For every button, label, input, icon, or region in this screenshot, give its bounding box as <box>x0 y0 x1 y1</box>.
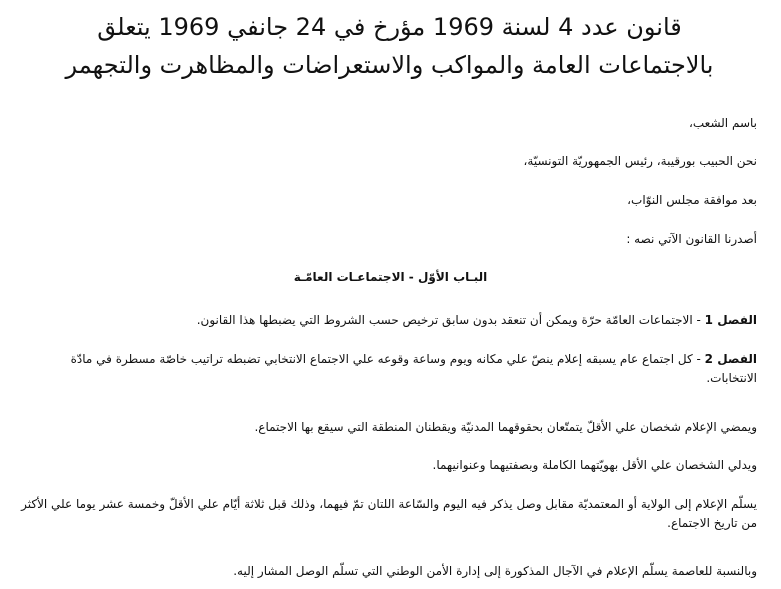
preamble-issued: أصدرنا القانون الآتي نصه : <box>626 232 757 246</box>
paragraph-notification: ويمضي الإعلام شخصان علي الأقلّ يتمتّعان بحقوقهما المدنيّة ويقطنان المنطقة التي سيقع بها الاجتماع. <box>254 420 757 434</box>
article-2-label: الفصل 2 <box>704 352 757 366</box>
chapter-heading: البـاب الأوّل - الاجتماعـات العامّـة <box>293 270 488 284</box>
paragraph-identity: ويدلي الشخصان علي الأقل بهويّتهما الكاملة وبصفتيهما وعنوانيهما. <box>432 458 757 472</box>
title-line-2: بالاجتماعات العامة والمواكب والاستعراضات والمظاهرت والتجهمر <box>65 51 714 79</box>
document-title <box>20 8 759 84</box>
article-1-label: الفصل 1 <box>704 313 757 327</box>
article-1 <box>197 311 757 330</box>
article-2-text: - كل اجتماع عام يسبقه إعلام ينصّ علي مكانه ويوم وساعة وقوعه علي الاجتماع الانتخابي تضبطه تراتيب خاصّة مسطرة في مادّة الانتخابات. <box>70 352 757 385</box>
paragraph-delivery: يسلّم الإعلام إلى الولاية أو المعتمديّة مقابل وصل يذكر فيه اليوم والسّاعة اللتان تمّ فيهما، وذلك قبل ثلاثة أيّام علي الأقلّ وخمسة عشر يوما علي الأكثر من تاريخ الاجتماع. <box>21 497 757 530</box>
preamble-approval: بعد موافقة مجلس النوّاب، <box>627 193 757 207</box>
preamble-greeting: باسم الشعب، <box>689 116 757 130</box>
title-line-1: قانون عدد 4 لسنة 1969 مؤرخ في 24 جانفي 1969 يتعلق <box>97 13 682 41</box>
paragraph-capital: وبالنسبة للعاصمة يسلّم الإعلام في الآجال المذكورة إلى إدارة الأمن الوطني التي تسلّم الوصل المشار إليه. <box>233 564 757 578</box>
article-2 <box>18 350 757 388</box>
article-1-text: - الاجتماعات العامّة حرّة ويمكن أن تنعقد بدون سابق ترخيص حسب الشروط التي يضبطها هذا القانون. <box>196 313 705 327</box>
preamble-president: نحن الحبيب بورقيبة، رئيس الجمهوريّة التونسيّة، <box>523 154 757 168</box>
